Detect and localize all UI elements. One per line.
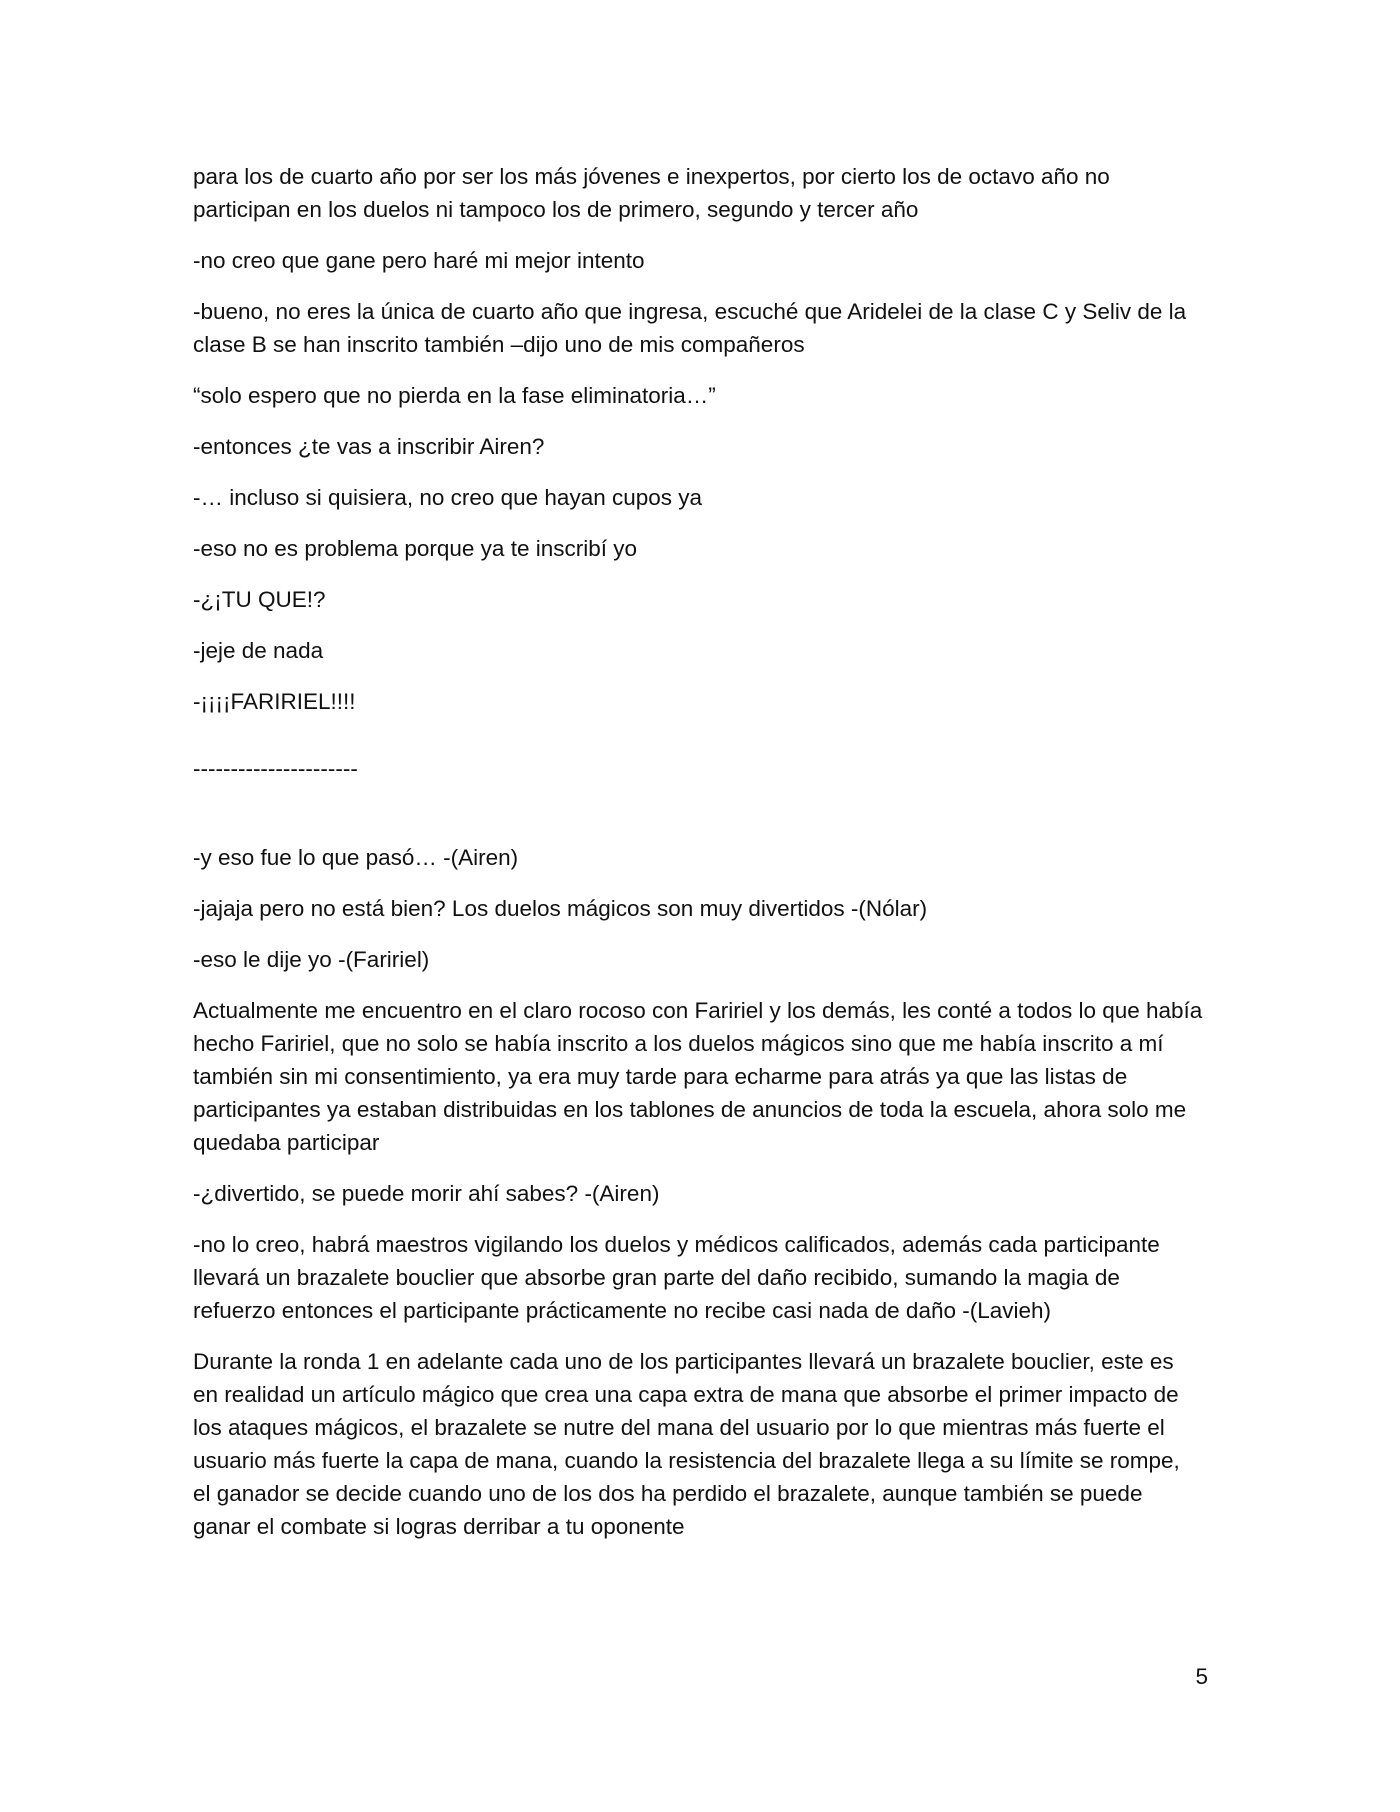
page-number: 5 [1195,1664,1208,1689]
dialogue-line: -entonces ¿te vas a inscribir Airen? [193,434,545,459]
dialogue-line: -¿¡TU QUE!? [193,587,326,612]
section-separator: ---------------------- [193,756,358,781]
paragraph: para los de cuarto año por ser los más jóvenes e inexpertos, por cierto los de octavo año no participan en los duelos ni tampoco los de primero, segundo y tercer año [193,164,1110,222]
dialogue-line: -¡¡¡¡FARIRIEL!!!! [193,689,356,714]
document-body [193,160,1203,1561]
narration-paragraph: Durante la ronda 1 en adelante cada uno de los participantes llevará un brazalete bouclier, este es en realidad un artículo mágico que crea una capa extra de mana que absorbe el primer impacto de los ataques mágicos, el brazalete se nutre del mana del usuario por lo que mientras más fuerte el usuario más fuerte la capa de mana, cuando la resistencia del brazalete llega a su límite se rompe, el ganador se decide cuando uno de los dos ha perdido el brazalete, aunque también se puede ganar el combate si logras derribar a tu oponente [193,1349,1180,1539]
dialogue-paragraph: -no lo creo, habrá maestros vigilando los duelos y médicos calificados, además cada participante llevará un brazalete bouclier que absorbe gran parte del daño recibido, sumando la magia de refuerzo entonces el participante prácticamente no recibe casi nada de daño -(Lavieh) [193,1232,1160,1323]
section-gap [193,785,1203,841]
dialogue-line: -¿divertido, se puede morir ahí sabes? -(Airen) [193,1181,660,1206]
dialogue-line: -y eso fue lo que pasó… -(Airen) [193,845,519,870]
dialogue-line: -jajaja pero no está bien? Los duelos mágicos son muy divertidos -(Nólar) [193,896,928,921]
dialogue-line: -eso no es problema porque ya te inscribí yo [193,536,637,561]
dialogue-line: -no creo que gane pero haré mi mejor intento [193,248,645,273]
dialogue-line: -bueno, no eres la única de cuarto año que ingresa, escuché que Aridelei de la clase C y Seliv de la clase B se han inscrito también –dijo uno de mis compañeros [193,299,1187,357]
narration-paragraph: Actualmente me encuentro en el claro rocoso con Faririel y los demás, les conté a todos lo que había hecho Faririel, que no solo se había inscrito a los duelos mágicos sino que me había inscrito a mí también sin mi consentimiento, ya era muy tarde para echarme para atrás ya que las listas de participantes ya estaban distribuidas en los tablones de anuncios de toda la escuela, ahora solo me quedaba participar [193,998,1203,1155]
dialogue-line: -jeje de nada [193,638,324,663]
thought-line: “solo espero que no pierda en la fase eliminatoria…” [193,383,716,408]
dialogue-line: -eso le dije yo -(Faririel) [193,947,430,972]
dialogue-line: -… incluso si quisiera, no creo que hayan cupos ya [193,485,703,510]
